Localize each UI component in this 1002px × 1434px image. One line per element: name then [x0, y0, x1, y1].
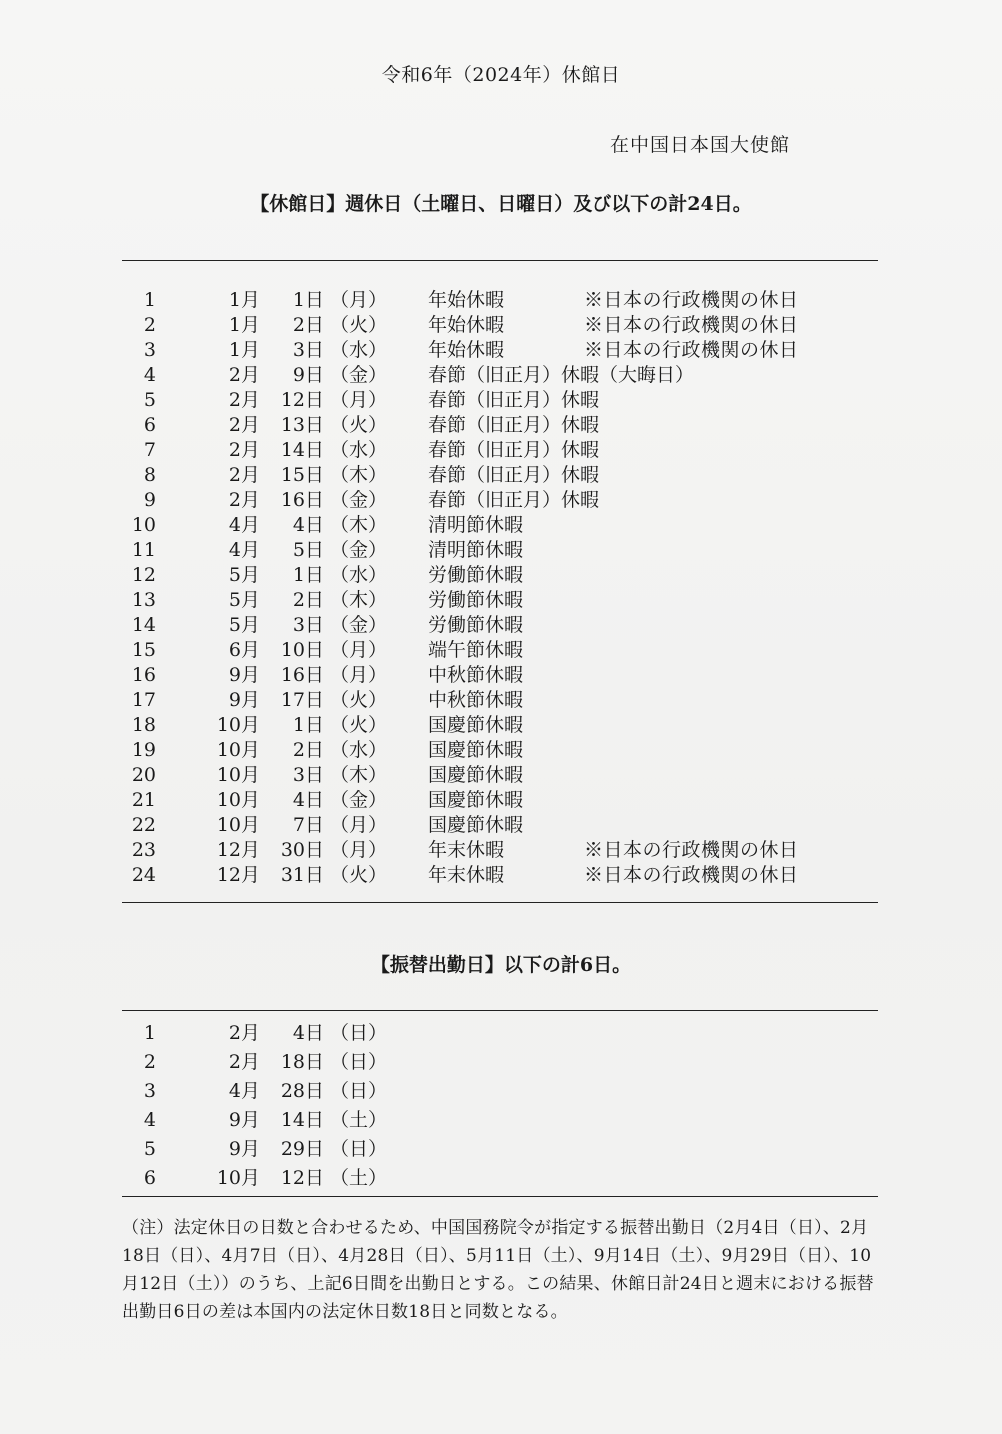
day-cell: 29日 — [280, 1138, 324, 1160]
month-cell: 9月 — [228, 1138, 260, 1160]
workdays-bottom-rule — [122, 1196, 878, 1197]
table-row — [0, 638, 1002, 663]
month-cell: 6月 — [228, 639, 260, 661]
table-row — [0, 1135, 1002, 1164]
day-cell: 7日 — [292, 814, 324, 836]
table-row — [0, 363, 1002, 388]
weekday-cell: （木） — [330, 764, 388, 786]
weekday-cell: （木） — [330, 514, 388, 536]
row-number: 8 — [143, 464, 156, 486]
workdays-top-rule — [122, 1010, 878, 1011]
month-cell: 1月 — [228, 339, 260, 361]
row-number: 2 — [143, 314, 156, 336]
holiday-name-cell: 労働節休暇 — [428, 614, 524, 636]
month-cell: 1月 — [228, 314, 260, 336]
day-cell: 3日 — [292, 339, 324, 361]
table-row — [0, 613, 1002, 638]
month-cell: 2月 — [228, 489, 260, 511]
row-number: 15 — [131, 639, 156, 661]
table-row — [0, 838, 1002, 863]
month-cell: 4月 — [228, 1080, 260, 1102]
weekday-cell: （日） — [330, 1138, 388, 1160]
row-number: 20 — [131, 764, 156, 786]
day-cell: 13日 — [280, 414, 324, 436]
holiday-name-cell: 年始休暇 — [428, 339, 505, 361]
row-number: 24 — [131, 864, 156, 886]
holiday-name-cell: 国慶節休暇 — [428, 814, 524, 836]
row-number: 14 — [131, 614, 156, 636]
day-cell: 10日 — [280, 639, 324, 661]
day-cell: 28日 — [280, 1080, 324, 1102]
document-title: 令和6年（2024年）休館日 — [381, 64, 621, 86]
holiday-name-cell: 春節（旧正月）休暇（大晦日） — [428, 364, 695, 386]
holiday-note-cell: ※日本の行政機関の休日 — [584, 339, 799, 361]
row-number: 19 — [131, 739, 156, 761]
table-row — [0, 338, 1002, 363]
row-number: 21 — [131, 789, 156, 811]
holiday-name-cell: 清明節休暇 — [428, 514, 524, 536]
day-cell: 1日 — [292, 564, 324, 586]
day-cell: 31日 — [280, 864, 324, 886]
weekday-cell: （木） — [330, 464, 388, 486]
month-cell: 2月 — [228, 389, 260, 411]
table-row — [0, 1048, 1002, 1077]
table-row — [0, 1019, 1002, 1048]
day-cell: 3日 — [292, 764, 324, 786]
day-cell: 2日 — [292, 739, 324, 761]
row-number: 17 — [131, 689, 156, 711]
table-row — [0, 588, 1002, 613]
day-cell: 1日 — [292, 289, 324, 311]
month-cell: 12月 — [216, 864, 260, 886]
day-cell: 14日 — [280, 439, 324, 461]
month-cell: 9月 — [228, 689, 260, 711]
weekday-cell: （月） — [330, 289, 388, 311]
month-cell: 1月 — [228, 289, 260, 311]
month-cell: 10月 — [216, 714, 260, 736]
weekday-cell: （火） — [330, 414, 388, 436]
month-cell: 2月 — [228, 464, 260, 486]
holiday-name-cell: 国慶節休暇 — [428, 739, 524, 761]
holidays-top-rule — [122, 260, 878, 261]
weekday-cell: （金） — [330, 364, 388, 386]
row-number: 2 — [143, 1051, 156, 1073]
month-cell: 2月 — [228, 1022, 260, 1044]
month-cell: 10月 — [216, 764, 260, 786]
weekday-cell: （金） — [330, 614, 388, 636]
day-cell: 9日 — [292, 364, 324, 386]
workdays-heading: 【振替出勤日】以下の計6日。 — [370, 954, 632, 976]
weekday-cell: （水） — [330, 739, 388, 761]
holiday-name-cell: 労働節休暇 — [428, 564, 524, 586]
month-cell: 5月 — [228, 589, 260, 611]
weekday-cell: （水） — [330, 564, 388, 586]
row-number: 12 — [131, 564, 156, 586]
day-cell: 1日 — [292, 714, 324, 736]
row-number: 7 — [143, 439, 156, 461]
month-cell: 5月 — [228, 614, 260, 636]
holiday-name-cell: 年始休暇 — [428, 289, 505, 311]
weekday-cell: （土） — [330, 1109, 388, 1131]
row-number: 6 — [143, 1167, 156, 1189]
weekday-cell: （日） — [330, 1080, 388, 1102]
row-number: 23 — [131, 839, 156, 861]
row-number: 22 — [131, 814, 156, 836]
holiday-name-cell: 春節（旧正月）休暇 — [428, 439, 600, 461]
table-row — [0, 1106, 1002, 1135]
row-number: 4 — [143, 364, 156, 386]
table-row — [0, 488, 1002, 513]
holiday-name-cell: 春節（旧正月）休暇 — [428, 464, 600, 486]
row-number: 6 — [143, 414, 156, 436]
holidays-table — [0, 288, 1002, 888]
table-row — [0, 513, 1002, 538]
holiday-note-cell: ※日本の行政機関の休日 — [584, 839, 799, 861]
month-cell: 9月 — [228, 1109, 260, 1131]
holiday-name-cell: 端午節休暇 — [428, 639, 524, 661]
weekday-cell: （火） — [330, 714, 388, 736]
table-row — [0, 463, 1002, 488]
row-number: 11 — [131, 539, 156, 561]
row-number: 1 — [143, 289, 156, 311]
weekday-cell: （土） — [330, 1167, 388, 1189]
table-row — [0, 738, 1002, 763]
month-cell: 9月 — [228, 664, 260, 686]
weekday-cell: （金） — [330, 789, 388, 811]
day-cell: 4日 — [292, 789, 324, 811]
weekday-cell: （日） — [330, 1022, 388, 1044]
weekday-cell: （月） — [330, 839, 388, 861]
day-cell: 3日 — [292, 614, 324, 636]
row-number: 16 — [131, 664, 156, 686]
row-number: 9 — [143, 489, 156, 511]
row-number: 3 — [143, 1080, 156, 1102]
day-cell: 5日 — [292, 539, 324, 561]
holiday-note-cell: ※日本の行政機関の休日 — [584, 864, 799, 886]
holiday-name-cell: 年末休暇 — [428, 839, 505, 861]
table-row — [0, 788, 1002, 813]
holiday-name-cell: 清明節休暇 — [428, 539, 524, 561]
row-number: 5 — [143, 389, 156, 411]
holiday-note-cell: ※日本の行政機関の休日 — [584, 314, 799, 336]
weekday-cell: （火） — [330, 314, 388, 336]
holiday-name-cell: 年始休暇 — [428, 314, 505, 336]
day-cell: 17日 — [280, 689, 324, 711]
month-cell: 2月 — [228, 414, 260, 436]
weekday-cell: （月） — [330, 639, 388, 661]
footnote: （注）法定休日の日数と合わせるため、中国国務院令が指定する振替出勤日（2月4日（日）、2月18日（日）、4月7日（日）、4月28日（日）、5月11日（土）、9月14日（土）、9月29日（日）、10月12日（土））のうち、上記6日間を出勤日とする。この結果、休館日計24日と週末における振替出勤日6日の差は本国内の法定休日数18日と同数となる。 — [122, 1218, 874, 1322]
table-row — [0, 763, 1002, 788]
weekday-cell: （火） — [330, 864, 388, 886]
holiday-name-cell: 春節（旧正月）休暇 — [428, 389, 600, 411]
table-row — [0, 1164, 1002, 1193]
holiday-name-cell: 春節（旧正月）休暇 — [428, 489, 600, 511]
weekday-cell: （火） — [330, 689, 388, 711]
table-row — [0, 713, 1002, 738]
day-cell: 2日 — [292, 589, 324, 611]
table-row — [0, 1077, 1002, 1106]
day-cell: 14日 — [280, 1109, 324, 1131]
table-row — [0, 388, 1002, 413]
holiday-name-cell: 国慶節休暇 — [428, 714, 524, 736]
holiday-name-cell: 国慶節休暇 — [428, 789, 524, 811]
row-number: 4 — [143, 1109, 156, 1131]
weekday-cell: （月） — [330, 389, 388, 411]
day-cell: 16日 — [280, 489, 324, 511]
row-number: 3 — [143, 339, 156, 361]
day-cell: 30日 — [280, 839, 324, 861]
month-cell: 10月 — [216, 1167, 260, 1189]
issuer-name: 在中国日本国大使館 — [609, 134, 790, 156]
weekday-cell: （日） — [330, 1051, 388, 1073]
day-cell: 18日 — [280, 1051, 324, 1073]
table-row — [0, 538, 1002, 563]
month-cell: 4月 — [228, 539, 260, 561]
table-row — [0, 438, 1002, 463]
table-row — [0, 313, 1002, 338]
holidays-bottom-rule — [122, 902, 878, 903]
month-cell: 10月 — [216, 814, 260, 836]
holidays-heading: 【休館日】週休日（土曜日、日曜日）及び以下の計24日。 — [250, 193, 752, 215]
weekday-cell: （木） — [330, 589, 388, 611]
table-row — [0, 413, 1002, 438]
table-row — [0, 863, 1002, 888]
holiday-name-cell: 中秋節休暇 — [428, 689, 524, 711]
row-number: 5 — [143, 1138, 156, 1160]
weekday-cell: （水） — [330, 439, 388, 461]
holiday-name-cell: 国慶節休暇 — [428, 764, 524, 786]
holiday-name-cell: 労働節休暇 — [428, 589, 524, 611]
holiday-name-cell: 年末休暇 — [428, 864, 505, 886]
day-cell: 4日 — [292, 1022, 324, 1044]
table-row — [0, 688, 1002, 713]
day-cell: 12日 — [280, 1167, 324, 1189]
month-cell: 12月 — [216, 839, 260, 861]
table-row — [0, 663, 1002, 688]
weekday-cell: （月） — [330, 664, 388, 686]
month-cell: 2月 — [228, 364, 260, 386]
month-cell: 2月 — [228, 1051, 260, 1073]
table-row — [0, 563, 1002, 588]
month-cell: 10月 — [216, 789, 260, 811]
weekday-cell: （水） — [330, 339, 388, 361]
day-cell: 16日 — [280, 664, 324, 686]
row-number: 13 — [131, 589, 156, 611]
month-cell: 4月 — [228, 514, 260, 536]
workdays-table — [0, 1019, 1002, 1193]
month-cell: 2月 — [228, 439, 260, 461]
weekday-cell: （月） — [330, 814, 388, 836]
weekday-cell: （金） — [330, 539, 388, 561]
holiday-name-cell: 春節（旧正月）休暇 — [428, 414, 600, 436]
day-cell: 4日 — [292, 514, 324, 536]
month-cell: 5月 — [228, 564, 260, 586]
day-cell: 2日 — [292, 314, 324, 336]
month-cell: 10月 — [216, 739, 260, 761]
row-number: 1 — [143, 1022, 156, 1044]
table-row — [0, 813, 1002, 838]
row-number: 10 — [131, 514, 156, 536]
holiday-name-cell: 中秋節休暇 — [428, 664, 524, 686]
table-row — [0, 288, 1002, 313]
day-cell: 12日 — [280, 389, 324, 411]
day-cell: 15日 — [280, 464, 324, 486]
weekday-cell: （金） — [330, 489, 388, 511]
row-number: 18 — [131, 714, 156, 736]
holiday-note-cell: ※日本の行政機関の休日 — [584, 289, 799, 311]
